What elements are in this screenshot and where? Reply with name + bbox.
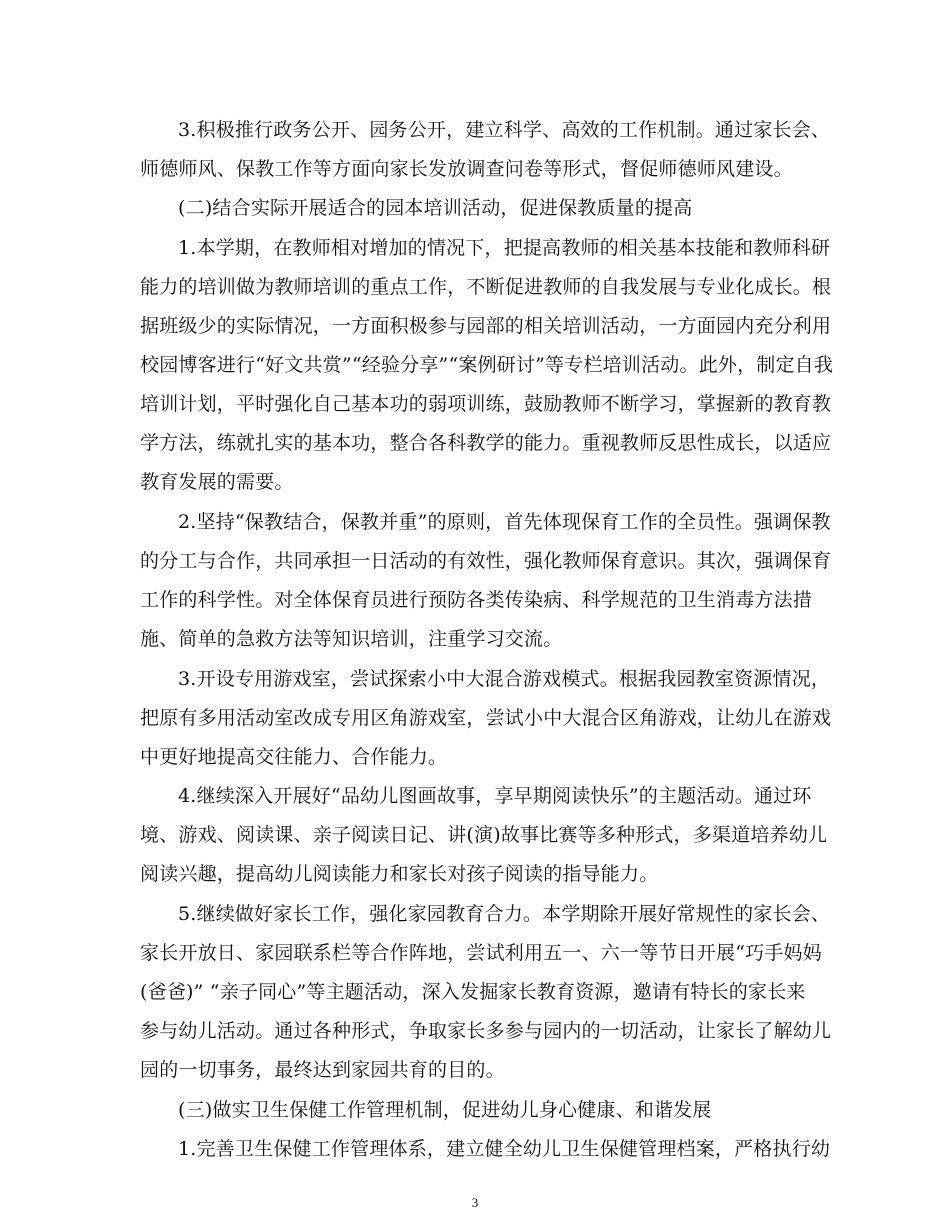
text-line: 据班级少的实际情况，一方面积极参与园部的相关培训活动，一方面园内充分利用 xyxy=(140,315,832,337)
section-heading: (二)结合实际开展适合的园本培训活动，促进保教质量的提高 xyxy=(178,197,693,219)
text-line: 阅读兴趣，提高幼儿阅读能力和家长对孩子阅读的指导能力。 xyxy=(140,863,659,885)
text-line: 家长开放日、家园联系栏等合作阵地，尝试利用五一、六一等节日开展“巧手妈妈 xyxy=(140,942,822,964)
text-line: 学方法，练就扎实的基本功，整合各科教学的能力。重视教师反思性成长，以适应 xyxy=(140,432,832,454)
text-line: 境、游戏、阅读课、亲子阅读日记、讲(演)故事比赛等多种形式，多渠道培养幼儿 xyxy=(140,824,828,846)
text-line: 把原有多用活动室改成专用区角游戏室，尝试小中大混合区角游戏，让幼儿在游戏 xyxy=(140,707,832,729)
text-line: 1.本学期，在教师相对增加的情况下，把提高教师的相关基本技能和教师科研 xyxy=(178,237,831,259)
text-line: 施、简单的急救方法等知识培训，注重学习交流。 xyxy=(140,628,563,650)
page-number: 3 xyxy=(471,1195,479,1210)
text-line: 4.继续深入开展好“品幼儿图画故事，享早期阅读快乐”的主题活动。通过环 xyxy=(178,785,812,807)
text-line: 1.完善卫生保健工作管理体系，建立健全幼儿卫生保健管理档案，严格执行幼 xyxy=(178,1138,831,1160)
text-line: 5.继续做好家长工作，强化家园教育合力。本学期除开展好常规性的家长会、 xyxy=(178,903,831,925)
text-line: 2.坚持“保教结合，保教并重”的原则，首先体现保育工作的全员性。强调保教 xyxy=(178,511,831,533)
text-line: 工作的科学性。对全体保育员进行预防各类传染病、科学规范的卫生消毒方法措 xyxy=(140,589,813,611)
text-line: 中更好地提高交往能力、合作能力。 xyxy=(140,746,448,768)
text-line: 校园博客进行“好文共赏”“经验分享”“案例研讨”等专栏培训活动。此外，制定自我 xyxy=(140,354,834,376)
text-line: 参与幼儿活动。通过各种形式，争取家长多参与园内的一切活动，让家长了解幼儿 xyxy=(140,1020,832,1042)
text-line: 3.开设专用游戏室，尝试探索小中大混合游戏模式。根据我园教室资源情况， xyxy=(178,668,831,690)
text-line: 教育发展的需要。 xyxy=(140,471,294,493)
text-line: 能力的培训做为教师培训的重点工作，不断促进教师的自我发展与专业化成长。根 xyxy=(140,276,832,298)
text-line: 培训计划，平时强化自己基本功的弱项训练，鼓励教师不断学习，掌握新的教育教 xyxy=(140,393,832,415)
text-line: (爸爸)” “亲子同心”等主题活动，深入发掘家长教育资源，邀请有特长的家长来 xyxy=(140,981,806,1003)
text-line: 的分工与合作，共同承担一日活动的有效性，强化教师保育意识。其次，强调保育 xyxy=(140,550,832,572)
text-line: 3.积极推行政务公开、园务公开，建立科学、高效的工作机制。通过家长会、 xyxy=(178,119,831,141)
text-line: 园的一切事务，最终达到家园共育的目的。 xyxy=(140,1059,505,1081)
section-heading: (三)做实卫生保健工作管理机制，促进幼儿身心健康、和谐发展 xyxy=(178,1099,712,1121)
text-line: 师德师风、保教工作等方面向家长发放调查问卷等形式，督促师德师风建设。 xyxy=(140,158,793,180)
